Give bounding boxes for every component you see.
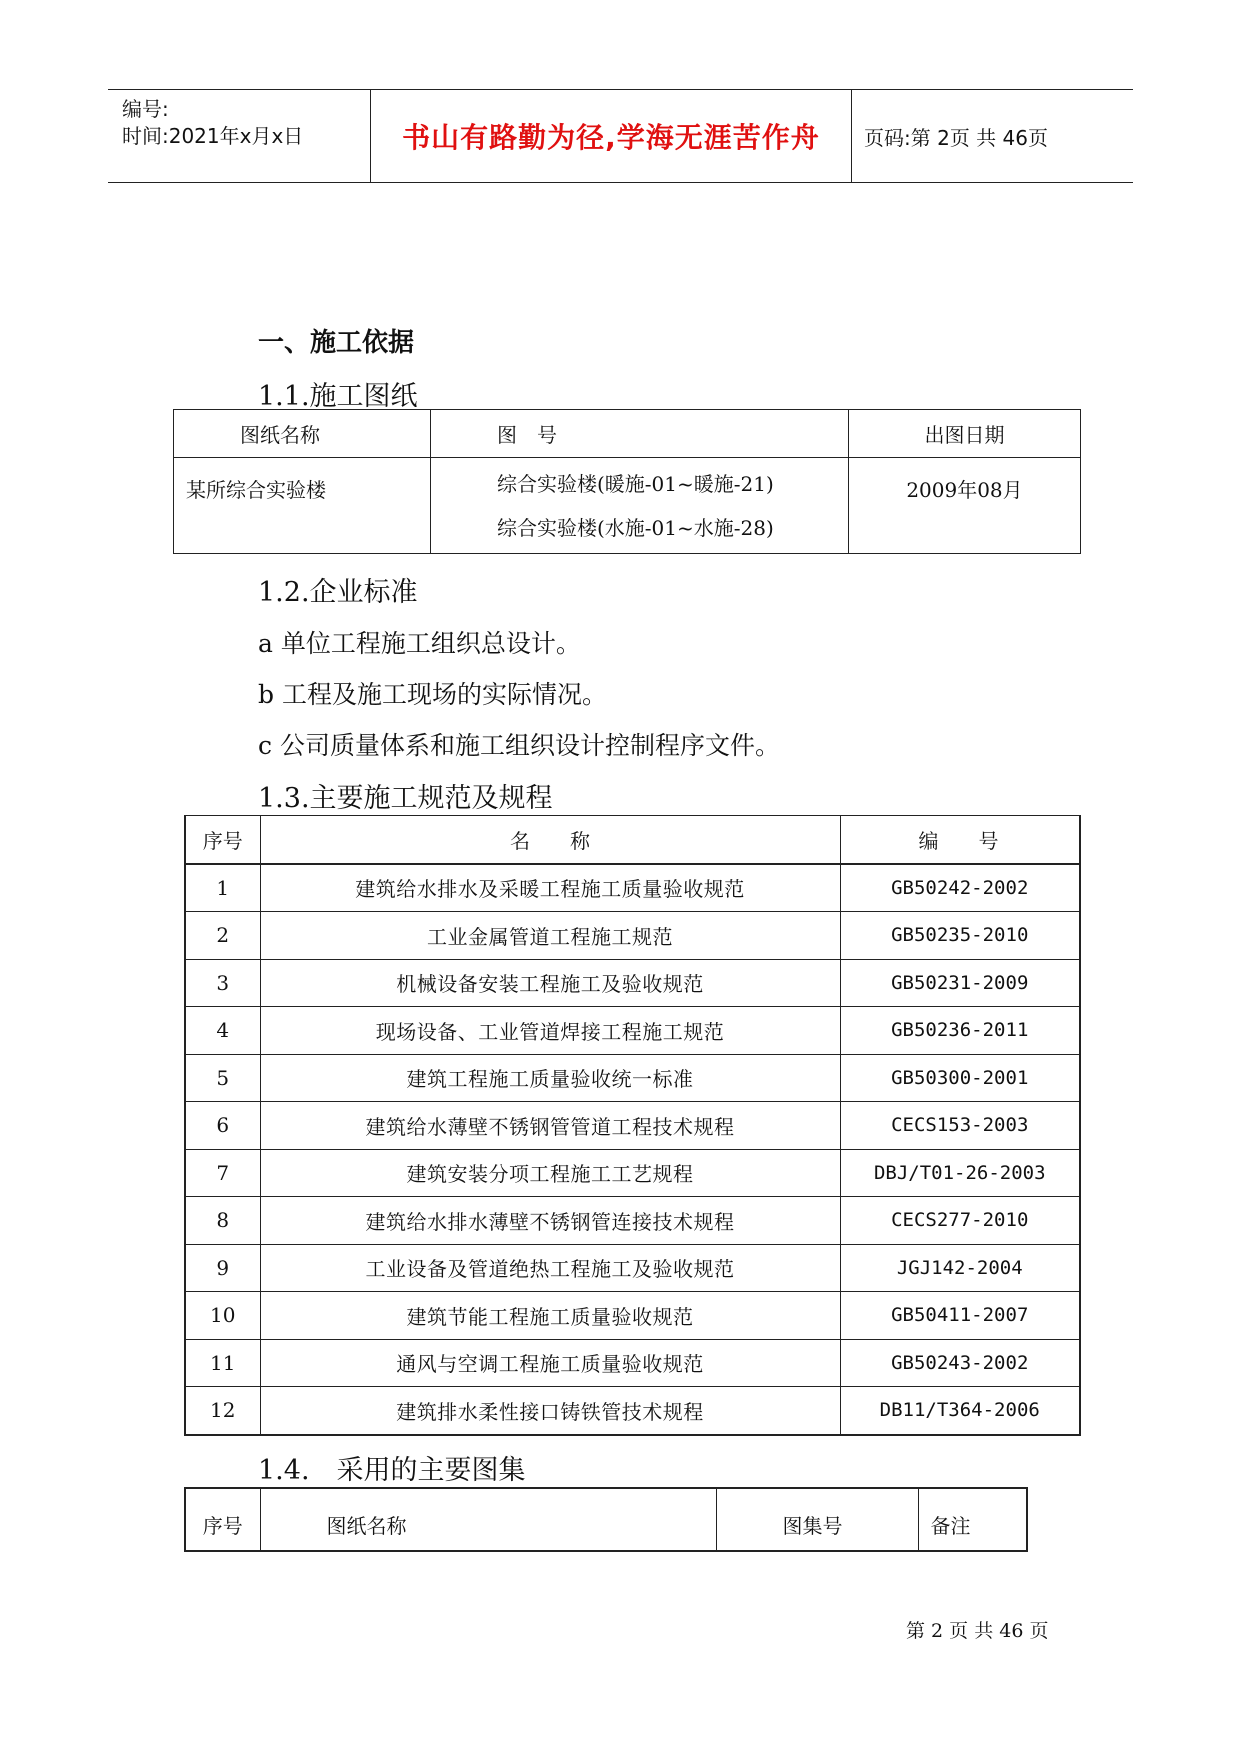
row-number: 8 [185,1197,260,1245]
code-name: 建筑给水排水薄壁不锈钢管连接技术规程 [260,1197,840,1245]
table-row [185,1007,1080,1055]
code-name: 建筑排水柔性接口铸铁管技术规程 [260,1387,840,1435]
row-number: 5 [185,1054,260,1102]
code-number: GB50411-2007 [840,1292,1080,1340]
code-number: GB50231-2009 [840,959,1080,1007]
subsection-heading-1-4: 1.4. 采用的主要图集 [258,1455,526,1486]
row-number: 12 [185,1387,260,1435]
subsection-heading-1-1: 1.1.施工图纸 [258,381,418,412]
code-name: 工业设备及管道绝热工程施工及验收规范 [260,1244,840,1292]
table-header-cell: 出图日期 [849,410,1081,458]
row-number: 6 [185,1102,260,1150]
table-header-cell: 名 称 [260,816,840,864]
header-motto: 书山有路勤为径,学海无涯苦作舟 [371,90,852,182]
table-header-row [185,816,1080,864]
table-header-cell: 图 号 [431,410,849,458]
page-footer: 第 2 页 共 46 页 [906,1620,1049,1642]
code-number: GB50243-2002 [840,1339,1080,1387]
code-name: 建筑给水薄壁不锈钢管管道工程技术规程 [260,1102,840,1150]
code-name: 现场设备、工业管道焊接工程施工规范 [260,1007,840,1055]
drawings-table [173,409,1081,554]
code-name: 机械设备安装工程施工及验收规范 [260,959,840,1007]
code-number: DBJ/T01-26-2003 [840,1149,1080,1197]
table-row [185,1339,1080,1387]
table-row [185,1054,1080,1102]
drawing-number-line: 综合实验楼(水施-01~水施-28) [497,516,774,540]
table-header-cell: 编 号 [840,816,1080,864]
header-page-number: 页码:第 2页 共 46页 [864,125,1048,150]
table-row [185,864,1080,912]
table-row [185,1102,1080,1150]
section-title: 一、施工依据 [258,328,415,358]
row-number: 1 [185,864,260,912]
code-name: 建筑给水排水及采暖工程施工质量验收规范 [260,864,840,912]
standard-item: c 公司质量体系和施工组织设计控制程序文件。 [258,731,780,760]
table-header-cell: 图集号 [716,1488,918,1551]
table-row [185,1387,1080,1435]
row-number: 2 [185,912,260,960]
table-row [185,1244,1080,1292]
table-header-cell: 图纸名称 [174,410,431,458]
code-number: GB50236-2011 [840,1007,1080,1055]
row-number: 10 [185,1292,260,1340]
table-header-cell: 序号 [185,816,260,864]
table-row [185,912,1080,960]
drawing-numbers-cell [431,458,849,554]
code-name: 建筑节能工程施工质量验收规范 [260,1292,840,1340]
standard-item: b 工程及施工现场的实际情况。 [258,680,607,709]
code-number: CECS277-2010 [840,1197,1080,1245]
document-time-label: 时间:2021年x月x日 [122,124,304,148]
row-number: 11 [185,1339,260,1387]
row-number: 9 [185,1244,260,1292]
table-header-row [174,410,1081,458]
header-meta-cell [108,90,371,182]
table-row [185,1292,1080,1340]
table-row [185,959,1080,1007]
table-row [174,458,1081,554]
table-header-cell: 图纸名称 [260,1488,716,1551]
codes-table [184,815,1081,1436]
code-number: DB11/T364-2006 [840,1387,1080,1435]
drawing-number-line: 综合实验楼(暖施-01~暖施-21) [497,472,774,496]
drawing-name-cell: 某所综合实验楼 [174,458,431,554]
table-row [185,1197,1080,1245]
code-number: GB50242-2002 [840,864,1080,912]
document-number-label: 编号: [122,97,169,121]
row-number: 7 [185,1149,260,1197]
table-header-cell: 备注 [918,1488,1027,1551]
code-number: CECS153-2003 [840,1102,1080,1150]
table-header-cell: 序号 [185,1488,260,1551]
subsection-heading-1-3: 1.3.主要施工规范及规程 [258,783,553,814]
atlas-table [184,1487,1028,1552]
code-number: JGJ142-2004 [840,1244,1080,1292]
code-name: 建筑工程施工质量验收统一标准 [260,1054,840,1102]
code-name: 建筑安装分项工程施工工艺规程 [260,1149,840,1197]
subsection-heading-1-2: 1.2.企业标准 [258,577,418,608]
code-number: GB50300-2001 [840,1054,1080,1102]
standard-item: a 单位工程施工组织总设计。 [258,629,581,658]
page-header [108,89,1133,183]
code-name: 工业金属管道工程施工规范 [260,912,840,960]
row-number: 3 [185,959,260,1007]
code-name: 通风与空调工程施工质量验收规范 [260,1339,840,1387]
code-number: GB50235-2010 [840,912,1080,960]
table-header-row [185,1488,1027,1551]
drawing-date-cell: 2009年08月 [849,458,1081,554]
table-row [185,1149,1080,1197]
row-number: 4 [185,1007,260,1055]
